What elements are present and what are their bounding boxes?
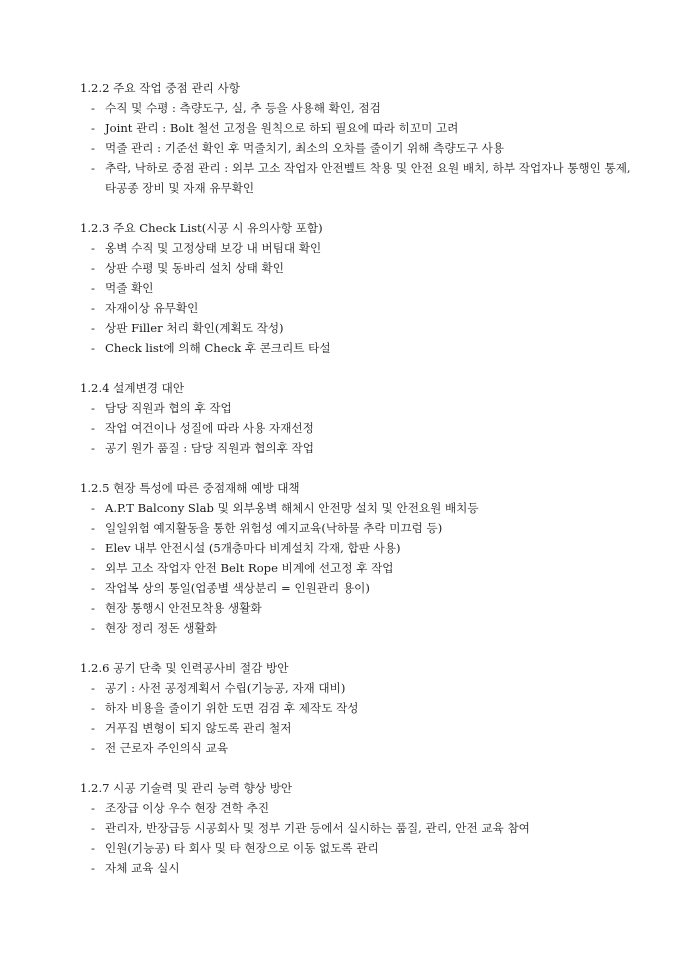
section-heading: 1.2.2 주요 작업 중점 관리 사항 — [80, 81, 240, 95]
section-heading: 1.2.4 설계변경 대안 — [80, 381, 185, 395]
list-item-text: 자체 교육 실시 — [105, 861, 180, 875]
list-item-text: A.P.T Balcony Slab 및 외부옹벽 해체시 안전망 설치 및 안전요원 배치등 — [105, 501, 479, 515]
list-item-text: 외부 고소 작업자 안전 Belt Rope 비계에 선고정 후 작업 — [105, 561, 394, 575]
section-2 — [80, 218, 640, 358]
list-item — [80, 318, 640, 338]
section-heading: 1.2.5 현장 특성에 따른 중점재해 예방 대책 — [80, 481, 300, 495]
list-item — [80, 538, 640, 558]
list-item — [80, 698, 640, 718]
list-item-text: 인원(기능공) 타 회사 및 타 현장으로 이동 없도록 관리 — [105, 841, 379, 855]
list-item — [80, 738, 640, 758]
list-item-text: 관리자, 반장급등 시공회사 및 정부 기관 등에서 실시하는 품질, 관리, 안전 교육 참여 — [105, 821, 530, 835]
list-item — [80, 598, 640, 618]
bullet-dash: - — [91, 421, 95, 435]
list-item — [80, 858, 640, 878]
bullet-dash: - — [91, 621, 95, 635]
list-item — [80, 798, 640, 818]
list-item — [80, 518, 640, 538]
document-body — [80, 78, 640, 898]
section-4 — [80, 478, 640, 638]
list-item-text: 담당 직원과 협의 후 작업 — [105, 401, 232, 415]
list-item-text: 전 근로자 주인의식 교육 — [105, 741, 229, 755]
section-3 — [80, 378, 640, 458]
bullet-dash: - — [91, 841, 95, 855]
bullet-dash: - — [91, 161, 95, 175]
list-item — [80, 678, 640, 698]
bullet-dash: - — [91, 721, 95, 735]
bullet-dash: - — [91, 321, 95, 335]
list-item-text: 먹줄 확인 — [105, 281, 154, 295]
list-item-text: Elev 내부 안전시설 (5개층마다 비계설치 각재, 합판 사용) — [105, 541, 401, 555]
list-item-text: 하자 비용을 줄이기 위한 도면 검검 후 제작도 작성 — [105, 701, 359, 715]
list-item — [80, 398, 640, 418]
list-item — [80, 838, 640, 858]
bullet-dash: - — [91, 681, 95, 695]
list-item-text: 자재이상 유무확인 — [105, 301, 199, 315]
list-item — [80, 578, 640, 598]
section-heading: 1.2.3 주요 Check List(시공 시 유의사항 포함) — [80, 221, 323, 235]
list-item — [80, 818, 640, 838]
list-item — [80, 238, 640, 258]
list-item-text: 상판 수평 및 동바리 설치 상태 확인 — [105, 261, 284, 275]
list-item-text: 상판 Filler 처리 확인(계획도 작성) — [105, 321, 284, 335]
bullet-dash: - — [91, 601, 95, 615]
list-item-text: 공기 원가 품질 : 담당 직원과 협의후 작업 — [105, 441, 314, 455]
bullet-dash: - — [91, 441, 95, 455]
bullet-dash: - — [91, 301, 95, 315]
list-item — [80, 618, 640, 638]
list-item-text: 먹줄 관리 : 기준선 확인 후 먹줄치기, 최소의 오차를 줄이기 위해 측량도구 사용 — [105, 141, 505, 155]
list-item — [80, 278, 640, 298]
list-item-text: 작업복 상의 통일(업종별 색상분리 = 인원관리 용이) — [105, 581, 370, 595]
section-heading: 1.2.7 시공 기술력 및 관리 능력 향상 방안 — [80, 781, 293, 795]
list-item-text: 작업 여건이나 성질에 따라 사용 자재선정 — [105, 421, 314, 435]
list-item — [80, 338, 640, 358]
list-item-text: 현장 통행시 안전모착용 생활화 — [105, 601, 262, 615]
bullet-dash: - — [91, 741, 95, 755]
bullet-dash: - — [91, 101, 95, 115]
bullet-dash: - — [91, 581, 95, 595]
bullet-dash: - — [91, 241, 95, 255]
list-item-text: 거푸집 변형이 되지 않도록 관리 철저 — [105, 721, 292, 735]
bullet-dash: - — [91, 281, 95, 295]
bullet-dash: - — [91, 821, 95, 835]
list-item-text: 수직 및 수평 : 측량도구, 실, 추 등을 사용해 확인, 점검 — [105, 101, 381, 115]
section-5 — [80, 658, 640, 758]
bullet-dash: - — [91, 141, 95, 155]
list-item — [80, 438, 640, 458]
bullet-dash: - — [91, 501, 95, 515]
list-item-text: 공기 : 사전 공정계획서 수립(기능공, 자재 대비) — [105, 681, 346, 695]
list-item — [80, 98, 640, 118]
bullet-dash: - — [91, 401, 95, 415]
list-item-text: Check list에 의해 Check 후 콘크리트 타설 — [105, 341, 331, 355]
list-item — [80, 258, 640, 278]
bullet-dash: - — [91, 801, 95, 815]
list-item — [80, 718, 640, 738]
list-item-text: 현장 정리 정돈 생활화 — [105, 621, 217, 635]
list-item-text: Joint 관리 : Bolt 철선 고정을 원칙으로 하되 필요에 따라 히꼬미 고려 — [105, 121, 459, 135]
bullet-dash: - — [91, 701, 95, 715]
list-item-text: 옹벽 수직 및 고정상태 보강 내 버팀대 확인 — [105, 241, 322, 255]
list-item — [80, 418, 640, 438]
list-item — [80, 138, 640, 158]
list-item-text: 일일위험 예지활동을 통한 위험성 예지교육(낙하물 추락 미끄럼 등) — [105, 521, 443, 535]
list-item — [80, 498, 640, 518]
bullet-dash: - — [91, 861, 95, 875]
bullet-dash: - — [91, 561, 95, 575]
bullet-dash: - — [91, 261, 95, 275]
bullet-dash: - — [91, 121, 95, 135]
list-item — [80, 558, 640, 578]
section-6 — [80, 778, 640, 878]
list-item-text: 조장급 이상 우수 현장 견학 추진 — [105, 801, 270, 815]
bullet-dash: - — [91, 521, 95, 535]
list-item — [80, 158, 640, 198]
bullet-dash: - — [91, 541, 95, 555]
list-item-text: 추락, 낙하로 중점 관리 : 외부 고소 작업자 안전벨트 착용 및 안전 요원 배치, 하부 작업자나 통행인 통제, 타공종 장비 및 자재 유무확인 — [105, 161, 631, 195]
section-1 — [80, 78, 640, 198]
list-item — [80, 298, 640, 318]
list-item — [80, 118, 640, 138]
bullet-dash: - — [91, 341, 95, 355]
section-heading: 1.2.6 공기 단축 및 인력공사비 절감 방안 — [80, 661, 289, 675]
